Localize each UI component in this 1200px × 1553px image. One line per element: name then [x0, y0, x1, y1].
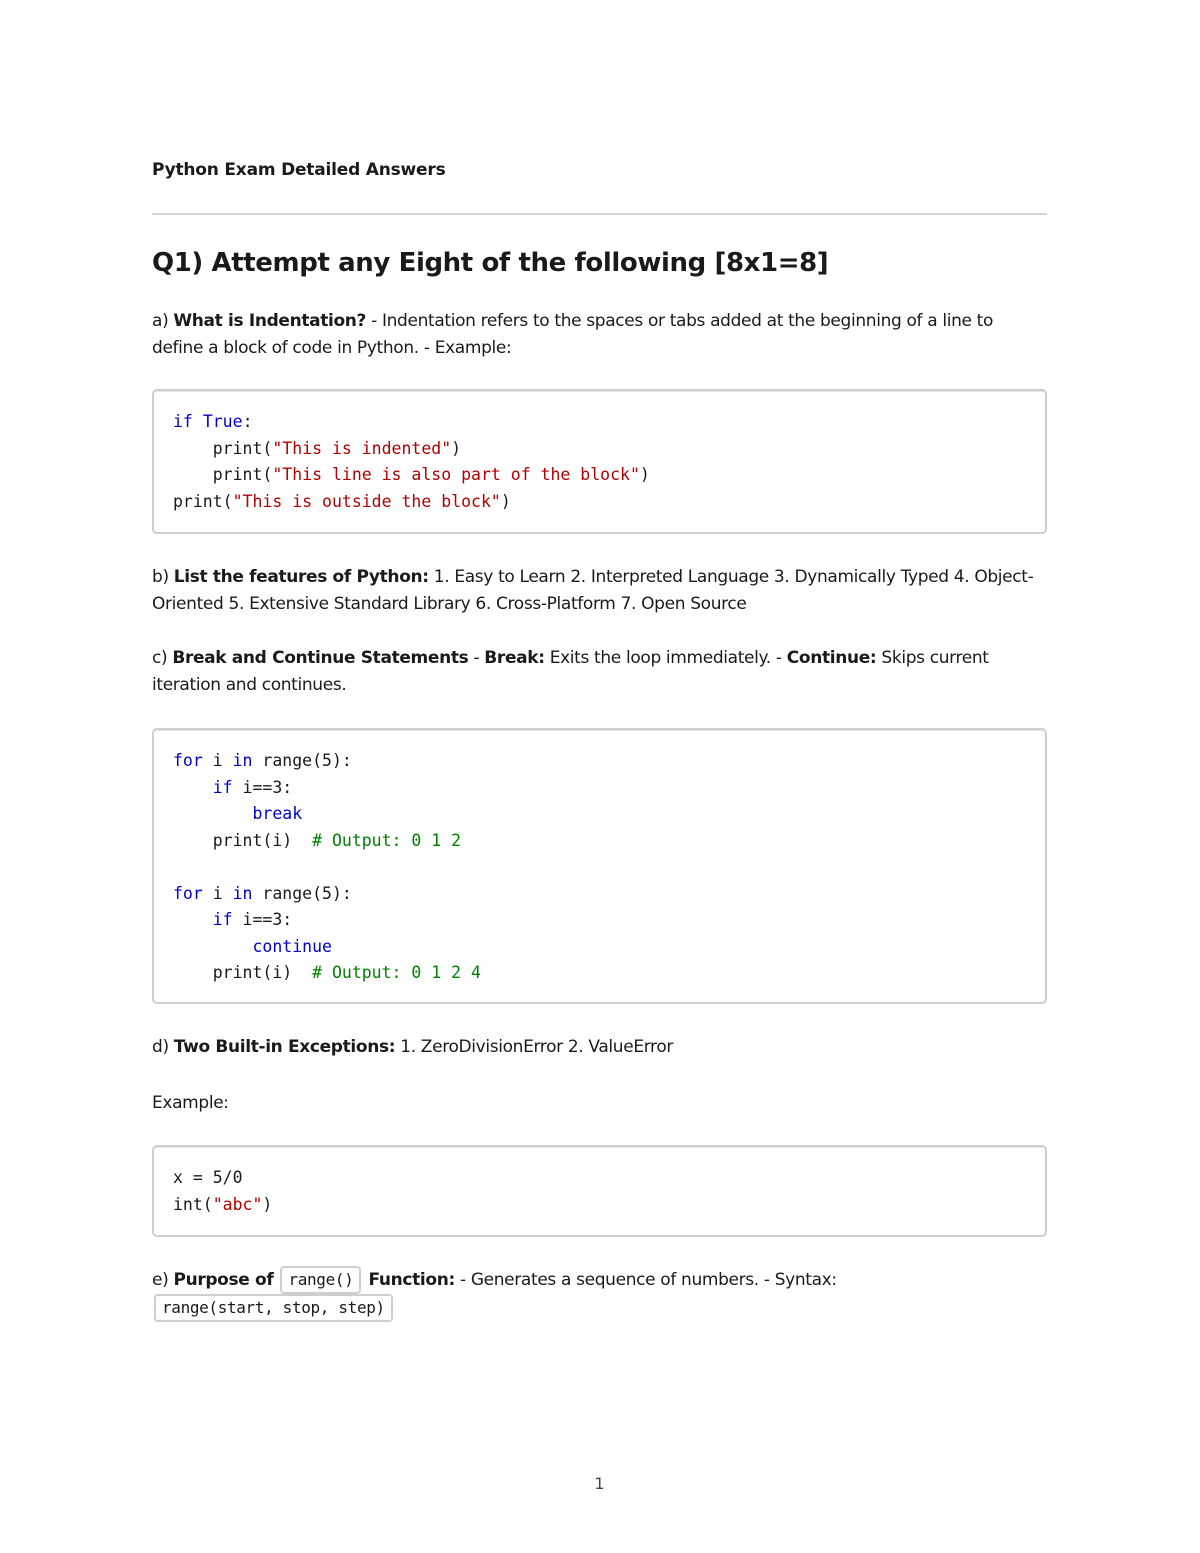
code-token: i==3: — [232, 910, 293, 929]
code-token: ) — [639, 465, 650, 484]
answer-c-continue-label: Continue: — [786, 648, 877, 668]
code-token: if — [173, 412, 193, 431]
code-token: True — [202, 412, 243, 431]
document-title: Python Exam Detailed Answers — [152, 160, 446, 180]
answer-d-prefix: d) — [152, 1037, 174, 1057]
example-label: Example: — [152, 1093, 229, 1113]
answer-e-title: Purpose of — [173, 1270, 274, 1290]
inline-code-range-syntax: range(start, stop, step) — [154, 1294, 393, 1322]
code-block-a — [152, 389, 1047, 534]
code-token — [173, 804, 252, 823]
code-line — [173, 854, 481, 881]
page-number: 1 — [594, 1474, 605, 1493]
code-token: ) — [451, 438, 462, 458]
question-heading: Q1) Attempt any Eight of the following [8x1=8] — [152, 248, 829, 278]
answer-b-text: 1. Easy to Learn 2. Interpreted Language 3. Dynamically Typed 4. Object-Oriented 5. Extensive Standard Library 6. Cross-Platform 7. Open Source — [152, 567, 1034, 614]
answer-c-break-label: Break: — [484, 648, 545, 668]
code-token: print(i) — [173, 830, 313, 850]
code-token: in — [232, 751, 253, 770]
answer-a-prefix: a) — [152, 311, 174, 331]
answer-c-sep: - — [468, 648, 485, 668]
answer-b-title: List the features of Python: — [173, 567, 429, 587]
code-line — [173, 1192, 272, 1219]
code-token: i==3: — [232, 777, 293, 797]
answer-e — [152, 1266, 1047, 1322]
code-token: print(i) — [173, 963, 313, 982]
code-token: for — [173, 883, 203, 903]
answer-d-text: 1. ZeroDivisionError 2. ValueError — [395, 1037, 674, 1057]
code-block-d — [152, 1145, 1047, 1237]
answer-c-prefix: c) — [152, 648, 173, 668]
answer-a-title: What is Indentation? — [173, 311, 367, 331]
code-line — [173, 775, 481, 802]
code-token: in — [232, 883, 253, 903]
code-token: "abc" — [212, 1194, 263, 1214]
code-token: i — [202, 751, 233, 770]
answer-d-title: Two Built-in Exceptions: — [173, 1037, 396, 1057]
answer-d — [152, 1034, 1047, 1061]
code-line — [173, 801, 481, 828]
code-token: x = 5/0 — [173, 1168, 243, 1187]
code-token — [173, 910, 213, 929]
code-block-c — [152, 728, 1047, 1004]
answer-e-prefix: e) — [152, 1270, 174, 1290]
code-line — [173, 960, 481, 987]
answer-c — [152, 645, 1047, 699]
code-token: ) — [262, 1194, 273, 1214]
code-token: print( — [173, 491, 233, 511]
code-token: "This line is also part of the block" — [272, 465, 640, 484]
code-line — [173, 489, 650, 516]
answer-c-continue-text: Skips current iteration and continues. — [152, 648, 989, 695]
code-token — [173, 937, 252, 956]
code-token: if — [212, 910, 233, 929]
answer-c-title: Break and Continue Statements — [172, 648, 469, 668]
code-token: break — [252, 804, 303, 823]
inline-code-range: range() — [280, 1266, 361, 1294]
code-token: # Output: 0 1 2 4 — [312, 963, 481, 982]
code-line — [173, 436, 650, 463]
answer-c-break-text: Exits the loop immediately. - — [544, 648, 787, 668]
code-token — [173, 778, 213, 797]
code-line — [173, 748, 481, 775]
code-token: # Output: 0 1 2 — [312, 830, 462, 850]
code-token: i — [202, 883, 233, 903]
code-token: ) — [500, 491, 511, 511]
horizontal-rule — [152, 213, 1047, 215]
code-line — [173, 907, 481, 934]
code-line — [173, 409, 650, 436]
code-token: "This is outside the block" — [232, 491, 501, 511]
answer-a-text: - Indentation refers to the spaces or tabs added at the beginning of a line to define a block of code in Python. - Example: — [152, 311, 994, 358]
code-token: : — [242, 412, 253, 431]
answer-e-function-label: Function: — [368, 1270, 455, 1290]
code-token: range(5): — [252, 883, 352, 903]
code-token: continue — [252, 936, 332, 956]
code-token: range(5): — [252, 751, 352, 770]
code-line — [173, 1165, 272, 1192]
code-line — [173, 462, 650, 489]
code-line — [173, 934, 481, 961]
code-line — [173, 881, 481, 908]
code-token — [193, 412, 203, 431]
code-token: int( — [173, 1194, 213, 1214]
code-token: "This is indented" — [272, 438, 452, 458]
answer-b — [152, 564, 1047, 618]
answer-e-text: - Generates a sequence of numbers. - Syntax: — [454, 1270, 837, 1290]
answer-a — [152, 308, 1047, 362]
answer-b-prefix: b) — [152, 567, 174, 587]
code-token: if — [212, 777, 233, 797]
code-line — [173, 828, 481, 855]
code-token: for — [173, 751, 203, 770]
code-token: print( — [173, 438, 273, 458]
code-token: print( — [173, 465, 273, 484]
